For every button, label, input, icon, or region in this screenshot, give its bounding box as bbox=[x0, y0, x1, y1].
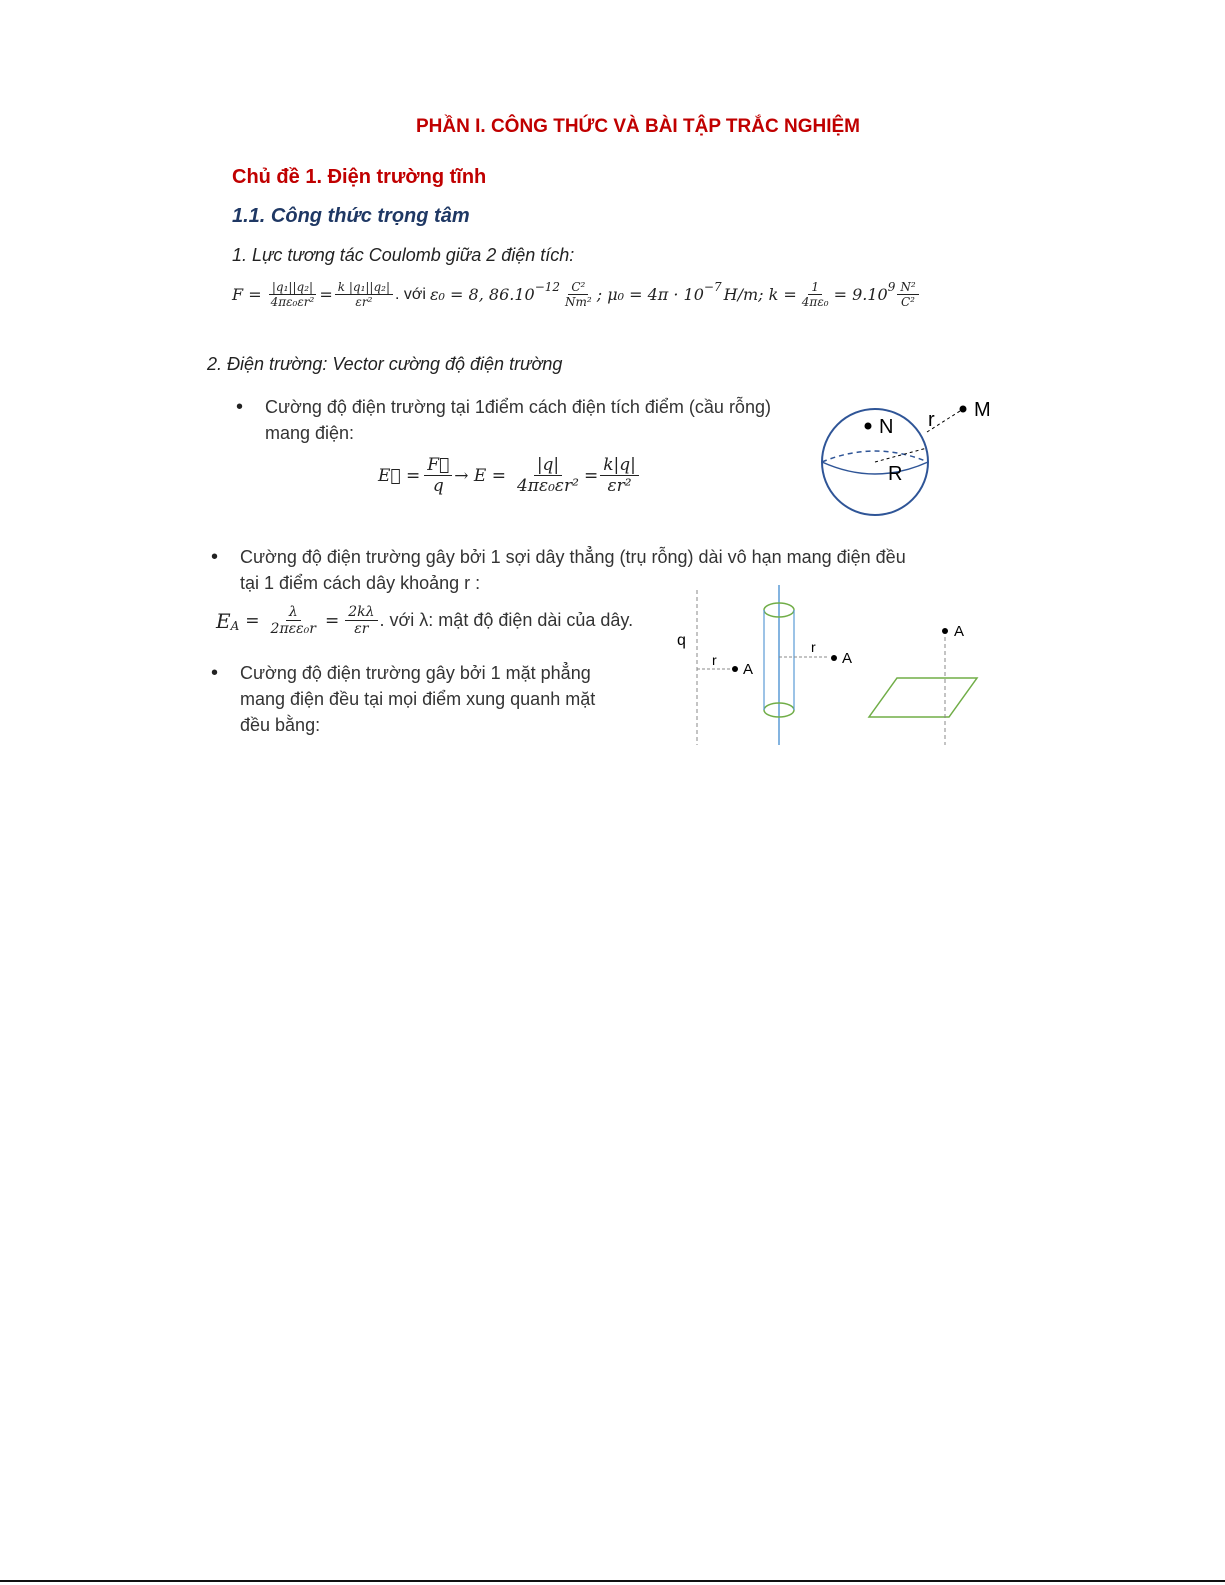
point-m-dot bbox=[960, 406, 967, 413]
bullet1-line1: Cường độ điện trường tại 1điểm cách điện tích điểm (cầu rỗng) bbox=[265, 397, 771, 417]
label-a2: A bbox=[842, 650, 853, 667]
bullet2-line2: tại 1 điểm cách dây khoảng r : bbox=[240, 573, 481, 593]
point-charge-formula bbox=[378, 455, 641, 496]
item1-title: 1. Lực tương tác Coulomb giữa 2 điện tích: bbox=[232, 245, 575, 265]
bullet-dot-3: • bbox=[211, 662, 219, 684]
lambda-note: . với λ: mật độ điện dài của dây. bbox=[379, 610, 634, 630]
lambda-fraction-1 bbox=[268, 604, 319, 637]
label-q: q bbox=[677, 632, 686, 649]
eps0-exponent: −12 bbox=[534, 280, 561, 294]
wire-cylinder-plane-figure bbox=[665, 585, 990, 750]
e-num-2: k|q| bbox=[600, 455, 639, 476]
fraction-1-den: 4πε₀εr² bbox=[270, 295, 315, 309]
f-equals: F = bbox=[232, 285, 262, 304]
k-fraction bbox=[799, 280, 832, 309]
unit-2-num: N² bbox=[897, 280, 918, 295]
unit-2 bbox=[897, 280, 918, 309]
ea-symbol: E bbox=[216, 608, 231, 633]
ea-equals-2: = bbox=[324, 610, 340, 631]
k-den: 4πε₀ bbox=[801, 295, 829, 309]
bullet1-line2: mang điện: bbox=[265, 423, 355, 443]
fraction-2-den: εr² bbox=[355, 295, 373, 309]
charged-plane bbox=[869, 678, 977, 717]
part-title: PHẦN I. CÔNG THỨC VÀ BÀI TẬP TRẮC NGHIỆM bbox=[416, 116, 860, 137]
topic-title: Chủ đề 1. Điện trường tĩnh bbox=[232, 166, 487, 188]
k-value: = 9.10 bbox=[833, 285, 888, 304]
lambda-den-1: 2πεε₀r bbox=[270, 621, 316, 637]
equals-2: = bbox=[319, 285, 333, 304]
e-vector: E⃗ = bbox=[378, 465, 421, 486]
label-a1: A bbox=[743, 661, 754, 678]
k-num: 1 bbox=[808, 280, 822, 295]
fraction-1 bbox=[268, 280, 318, 309]
label-m: M bbox=[974, 399, 991, 421]
mu0-exponent: −7 bbox=[703, 280, 722, 294]
bullet3-line2: mang điện đều tại mọi điểm xung quanh mặt bbox=[240, 689, 596, 709]
sphere-equator-front bbox=[822, 462, 928, 474]
unit-1-num: C² bbox=[568, 280, 588, 295]
point-n-dot bbox=[865, 423, 872, 430]
label-r2: r bbox=[811, 639, 816, 655]
unit-2-den: C² bbox=[901, 295, 915, 309]
f-num: F⃗ bbox=[424, 455, 452, 476]
f-over-q bbox=[424, 455, 452, 496]
line-charge-formula bbox=[216, 604, 633, 637]
lambda-num-1: λ bbox=[286, 604, 301, 621]
unit-1-den: Nm² bbox=[565, 295, 592, 309]
arrow-e: → E = bbox=[454, 465, 506, 486]
label-r-big: R bbox=[888, 463, 903, 485]
lambda-fraction-2 bbox=[345, 604, 377, 637]
bullet3-line3: đều bằng: bbox=[240, 715, 321, 735]
fraction-2-num: k |q₁||q₂| bbox=[335, 280, 393, 295]
page-bottom-border bbox=[0, 1580, 1225, 1582]
point-a1-dot bbox=[732, 666, 738, 672]
fraction-1-num: |q₁||q₂| bbox=[269, 280, 316, 295]
bullet-dot-2: • bbox=[211, 546, 219, 568]
with-text: . với bbox=[395, 285, 426, 303]
item2-title: 2. Điện trường: Vector cường độ điện trường bbox=[207, 354, 563, 374]
subsection-title: 1.1. Công thức trọng tâm bbox=[232, 205, 470, 227]
ea-equals: = bbox=[245, 610, 260, 631]
e-fraction-2 bbox=[600, 455, 639, 496]
f-den: q bbox=[432, 476, 444, 496]
bullet1-text bbox=[265, 394, 771, 446]
e-den-1: 4πε₀εr² bbox=[516, 476, 579, 496]
radius-line bbox=[875, 448, 927, 462]
label-r1: r bbox=[712, 652, 717, 668]
lambda-num-2: 2kλ bbox=[345, 604, 377, 621]
lambda-den-2: εr bbox=[354, 621, 369, 637]
sphere-equator-back bbox=[822, 451, 928, 462]
point-a3-dot bbox=[942, 628, 948, 634]
label-n: N bbox=[879, 416, 894, 438]
coulomb-formula bbox=[232, 280, 921, 309]
k-exponent: 9 bbox=[887, 280, 896, 294]
label-r-small: r bbox=[928, 409, 935, 431]
sphere-figure bbox=[815, 392, 1005, 522]
eps0-value: ε₀ = 8, 86.10 bbox=[429, 285, 535, 304]
point-a2-dot bbox=[831, 655, 837, 661]
e-den-2: εr² bbox=[607, 476, 632, 496]
mu0-unit: H/m; k = bbox=[723, 285, 797, 304]
unit-1 bbox=[562, 280, 595, 309]
fraction-2 bbox=[335, 280, 393, 309]
bullet3-line1: Cường độ điện trường gây bởi 1 mặt phẳng bbox=[240, 663, 591, 683]
label-a3: A bbox=[954, 623, 965, 640]
ea-subscript: A bbox=[230, 619, 240, 633]
e-fraction-1 bbox=[514, 455, 582, 496]
equals-e: = bbox=[583, 465, 599, 486]
bullet-dot-1: • bbox=[236, 396, 244, 418]
e-num-1: |q| bbox=[534, 455, 562, 476]
mu0-value: ; μ₀ = 4π · 10 bbox=[596, 285, 704, 304]
bullet3-text bbox=[240, 660, 595, 738]
bullet2-line1: Cường độ điện trường gây bởi 1 sợi dây thẳng (trụ rỗng) dài vô hạn mang điện đều bbox=[240, 547, 906, 567]
